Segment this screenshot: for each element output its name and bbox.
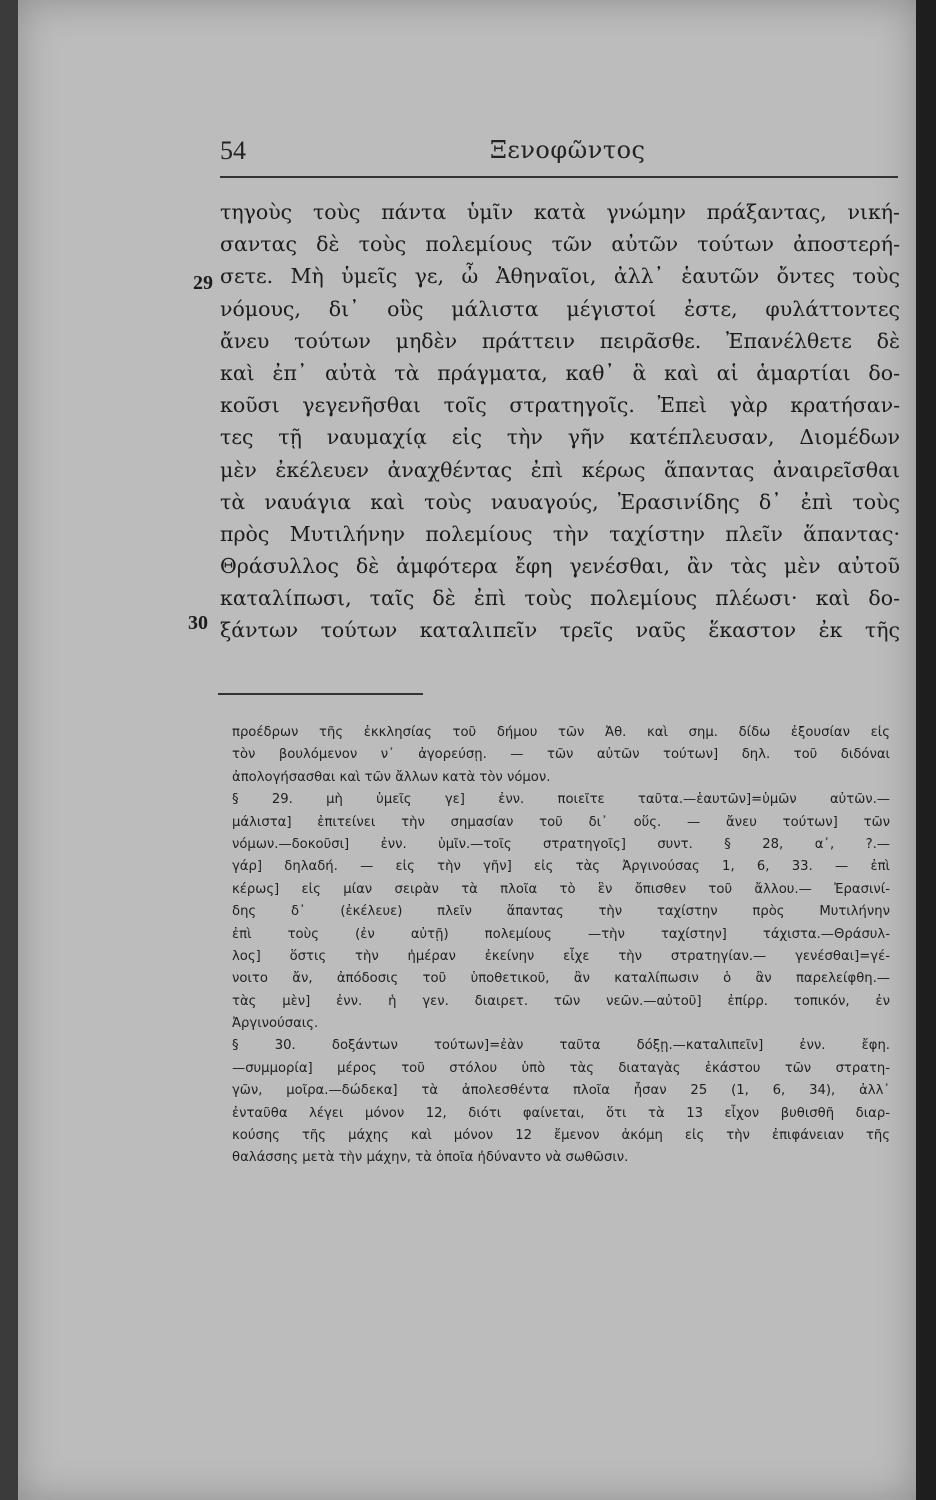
page-number: 54 <box>220 136 246 165</box>
footnote-line: τὰς μὲν] ἐνν. ἡ γεν. διαιρετ. τῶν νεῶν.—αὐτοῦ] ἐπίρρ. τοπικόν, ἐν <box>232 993 890 1009</box>
footnote-line: νόμων.—δοκοῦσι] ἐνν. ὑμῖν.—τοῖς στρατηγοῖς] συντ. § 28, α᾽, ?.— <box>232 836 890 852</box>
main-text-line: κοῦσι γεγενῆσθαι τοῖς στρατηγοῖς. Ἐπεὶ γὰρ κρατήσαν- <box>220 393 900 418</box>
page-header <box>220 132 898 182</box>
main-text-line: μὲν ἐκέλευεν ἀναχθέντας ἐπὶ κέρως ἅπαντας ἀναιρεῖσθαι <box>220 457 900 482</box>
main-text-line: πρὸς Μυτιλήνην πολεμίους τὴν ταχίστην πλεῖν ἅπαντας· <box>220 521 900 546</box>
footnote-line: κέρως] εἰς μίαν σειρὰν τὰ πλοῖα τὸ ἓν ὄπισθεν τοῦ ἄλλου.— Ἐρασινί- <box>232 881 890 897</box>
footnote-separator <box>218 693 423 695</box>
footnote-line: λος] ὅστις τὴν ἡμέραν ἐκείνην εἶχε τὴν στρατηγίαν.— γενέσθαι]=γέ- <box>232 948 890 964</box>
footnote-line: ἐνταῦθα λέγει μόνον 12, διότι φαίνεται, ὅτι τὰ 13 εἶχον βυθισθῆ διαρ- <box>232 1105 890 1121</box>
footnotes <box>232 722 890 1170</box>
main-text-line: Θράσυλλος δὲ ἀμφότερα ἔφη γενέσθαι, ἂν τὰς μὲν αὐτοῦ <box>220 554 900 579</box>
footnote-line: ἀπολογήσασθαι καὶ τῶν ἄλλων κατὰ τὸν νόμον. <box>232 769 551 785</box>
main-text-line: τηγοὺς τοὺς πάντα ὑμῖν κατὰ γνώμην πράξαντας, νική- <box>220 200 900 224</box>
main-text-line: τες τῇ ναυμαχίᾳ εἰς τὴν γῆν κατέπλευσαν, Διομέδων <box>220 425 900 450</box>
footnote-line: τὸν βουλόμενον ν᾽ ἀγορεύσῃ. — τῶν αὐτῶν τούτων] δηλ. τοῦ διδόναι <box>232 747 890 763</box>
main-text-line: τὰ ναυάγια καὶ τοὺς ναυαγούς, Ἐρασινίδης δ᾽ ἐπὶ τοὺς <box>220 489 900 514</box>
line-marker-29: 29 <box>193 272 213 294</box>
scan-right-margin <box>916 0 936 1500</box>
main-text <box>220 196 900 647</box>
main-text-line: νόμους, δι᾽ οὓς μάλιστα μέγιστοί ἐστε, φυλάττοντες <box>220 296 900 321</box>
footnote-line: Ἀργινούσαις. <box>232 1016 319 1032</box>
footnote-line: § 30. δοξάντων τούτων]=ἐὰν ταῦτα δόξῃ.—καταλιπεῖν] ἐνν. ἔφη. <box>232 1038 890 1054</box>
running-head: Ξενοφῶντος <box>490 136 646 164</box>
footnote-line: ἐπὶ τοὺς (ἐν αὐτῇ) πολεμίους —τὴν ταχίστην] τάχιστα.—Θράσυλ- <box>232 926 890 942</box>
main-text-line: καταλίπωσι, ταῖς δὲ ἐπὶ τοὺς πολεμίους πλέωσι· καὶ δο- <box>220 586 900 611</box>
footnote-line: νοιτο ἄν, ἀπόδοσις τοῦ ὑποθετικοῦ, ἂν καταλίπωσιν ὁ ἂν παρελείφθη.— <box>232 971 890 987</box>
line-marker-30: 30 <box>188 612 208 634</box>
footnote-line: κούσης τῆς μάχης καὶ μόνον 12 ἔμενον ἀκόμη εἰς τὴν ἐπιφάνειαν τῆς <box>232 1128 890 1144</box>
footnote-line: προέδρων τῆς ἐκκλησίας τοῦ δήμου τῶν Ἀθ. καὶ σημ. δίδω ἐξουσίαν εἰς <box>232 725 890 740</box>
footnote-line: γῶν, μοῖρα.—δώδεκα] τὰ ἀπολεσθέντα πλοῖα ἦσαν 25 (1, 6, 34), ἀλλ᾽ <box>232 1083 890 1099</box>
footnote-line: δης δ᾽ (ἐκέλευε) πλεῖν ἅπαντας τὴν ταχίστην πρὸς Μυτιλήνην <box>232 904 890 920</box>
scan-left-margin <box>0 0 18 1500</box>
footnote-line: θαλάσσης μετὰ τὴν μάχην, τὰ ὁποῖα ἠδύναντο νὰ σωθῶσιν. <box>232 1150 629 1166</box>
footnote-line: —συμμορία] μέρος τοῦ στόλου ὑπὸ τὰς διαταγὰς ἑκάστου τῶν στρατη- <box>232 1060 890 1076</box>
footnote-line: § 29. μὴ ὑμεῖς γε] ἐνν. ποιεῖτε ταῦτα.—ἑαυτῶν]=ὑμῶν αὐτῶν.— <box>232 792 890 808</box>
main-text-line: σετε. Μὴ ὑμεῖς γε, ὦ Ἀθηναῖοι, ἀλλ᾽ ἑαυτῶν ὄντες τοὺς <box>220 264 900 289</box>
main-text-line: ἄνευ τούτων μηδὲν πράττειν πειρᾶσθε. Ἐπανέλθετε δὲ <box>220 328 900 353</box>
main-text-line: ξάντων τούτων καταλιπεῖν τρεῖς ναῦς ἕκαστον ἐκ τῆς <box>220 618 900 643</box>
footnote-line: μάλιστα] ἐπιτείνει τὴν σημασίαν τοῦ δι᾽ οὕς. — ἄνευ τούτων] τῶν <box>232 814 890 830</box>
main-text-line: σαντας δὲ τοὺς πολεμίους τῶν αὐτῶν τούτων ἀποστερή- <box>220 232 900 257</box>
main-text-line: καὶ ἐπ᾽ αὐτὰ τὰ πράγματα, καθ᾽ ἃ καὶ αἱ ἁμαρτίαι δο- <box>220 360 900 385</box>
footnote-line: γάρ] δηλαδή. — εἰς τὴν γῆν] εἰς τὰς Ἀργινούσας 1, 6, 33. — ἐπὶ <box>232 859 890 875</box>
header-rule <box>220 176 898 178</box>
